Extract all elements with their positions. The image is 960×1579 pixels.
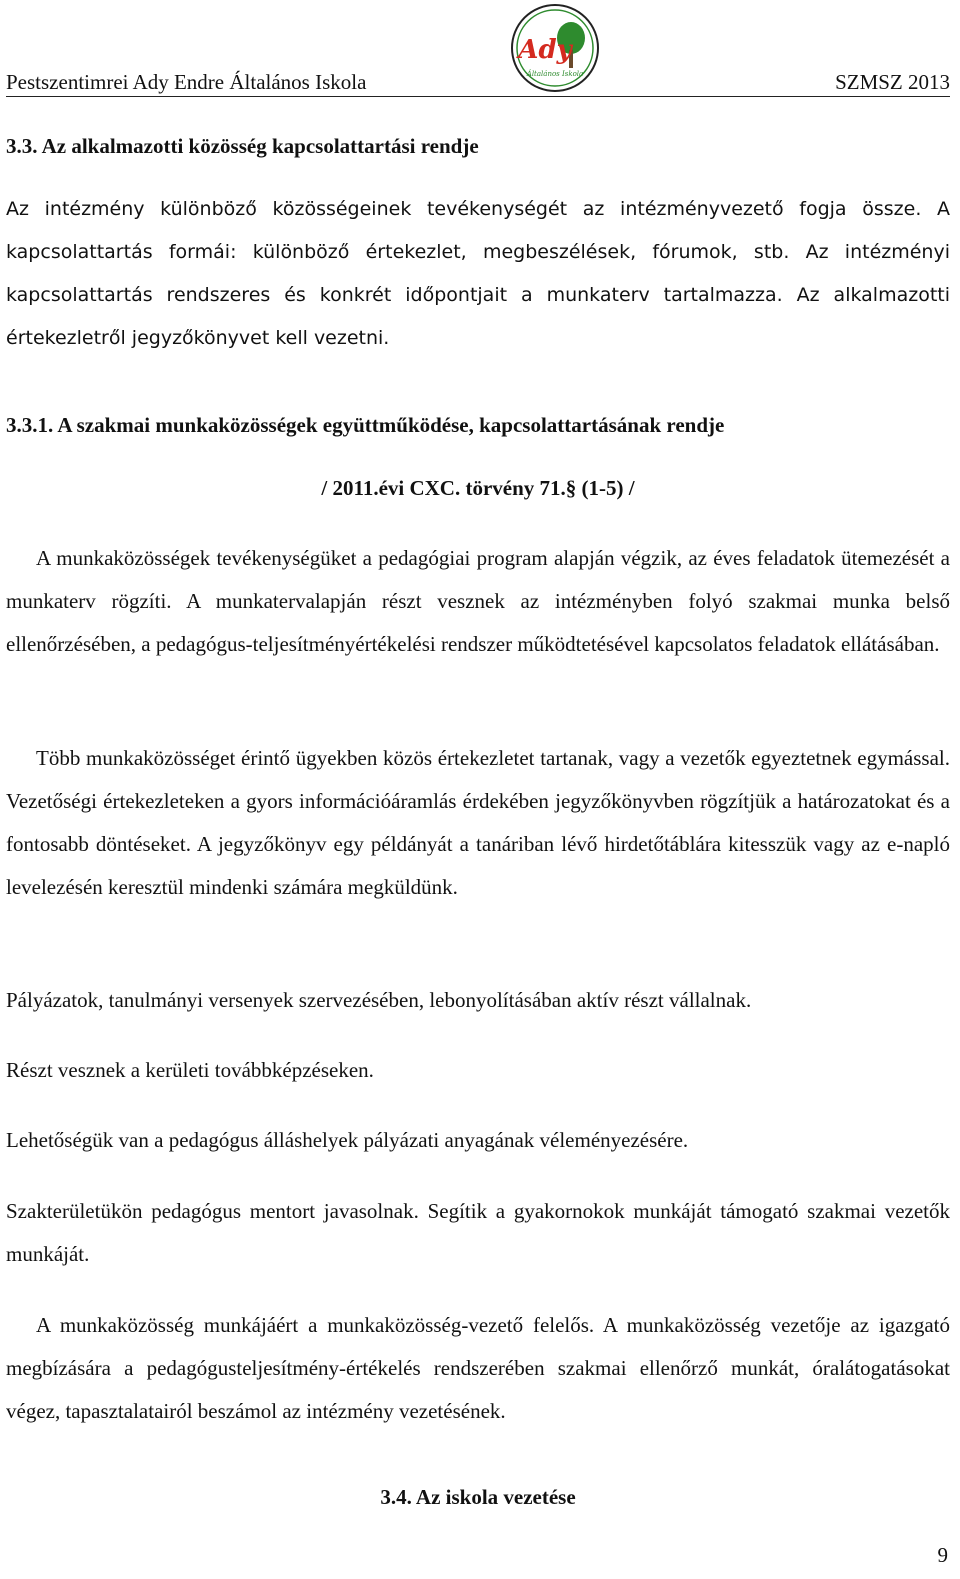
document-code: SZMSZ 2013: [835, 70, 950, 94]
paragraph-3: Pályázatok, tanulmányi versenyek szervezésében, lebonyolításában aktív részt vállalnak.: [6, 988, 752, 1012]
section-3-4-title: 3.4. Az iskola vezetése: [380, 1485, 576, 1509]
page-header: [6, 66, 950, 97]
s33-line-2: kapcsolattartás formái: különböző értekezlet, megbeszélések, fórumok, stb. Az intézményi: [6, 241, 950, 263]
page-number: 9: [937, 1543, 948, 1567]
section-3-3-1-title: 3.3.1. A szakmai munkaközösségek együttműködése, kapcsolattartásának rendje: [6, 413, 725, 437]
school-logo: [509, 2, 601, 94]
law-reference: / 2011.évi CXC. törvény 71.§ (1-5) /: [321, 476, 635, 500]
paragraph-7: [6, 1304, 950, 1433]
paragraph-6: Szakterületükön pedagógus mentort javasolnak. Segítik a gyakornokok munkáját támogató szakmai vezetők munkáját.: [6, 1199, 950, 1266]
school-name: Pestszentimrei Ady Endre Általános Iskola: [6, 70, 367, 94]
s33-line-1: Az intézmény különböző közösségeinek tevékenységét az intézményvezető fogja össze. A: [6, 198, 950, 220]
paragraph-1-text: A munkaközösségek tevékenységüket a pedagógiai program alapján végzik, az éves feladatok ütemezését a munkaterv rögzíti. A munkatervalapján részt vesznek az intézményben folyó szakmai munka belső ellenőrzésében, a pedagógus-teljesítményértékelési rendszer működtetésével kapcsolatos feladatok ellátásában.: [6, 546, 950, 656]
paragraph-2-text: Több munkaközösséget érintő ügyekben közös értekezletet tartanak, vagy a vezetők egyeztetnek egymással. Vezetőségi értekezleteken a gyors információáramlás érdekében jegyzőkönyvben rögzítjük a határozatokat és a fontosabb döntéseket. A jegyzőkönyv egy példányát a tanáriban lévő hirdetőtáblára kitesszük vagy az e-napló levelezésén keresztül mindenki számára megküldünk.: [6, 746, 950, 899]
logo-text: Ady: [518, 35, 572, 65]
section-3-3-title: 3.3. Az alkalmazotti közösség kapcsolattartási rendje: [6, 134, 479, 158]
paragraph-5: Lehetőségük van a pedagógus álláshelyek pályázati anyagának véleményezésére.: [6, 1128, 689, 1152]
s33-line-4: értekezletről jegyzőkönyvet kell vezetni.: [6, 327, 390, 349]
paragraph-1: [6, 537, 950, 666]
paragraph-4: Részt vesznek a kerületi továbbképzéseken.: [6, 1058, 374, 1082]
section-3-3-body: [6, 188, 950, 360]
paragraph-7-text: A munkaközösség munkájáért a munkaközösség-vezető felelős. A munkaközösség vezetője az igazgató megbízására a pedagógusteljesítmény-értékelés rendszerében szakmai ellenőrző munkát, óralátogatásokat végez, tapasztalatairól beszámol az intézmény vezetésének.: [6, 1313, 950, 1423]
logo-subtext: Általános Iskola: [526, 70, 584, 78]
s33-line-3: kapcsolattartás rendszeres és konkrét időpontjait a munkaterv tartalmazza. Az alkalmazotti: [6, 284, 950, 306]
paragraph-2: [6, 737, 950, 909]
